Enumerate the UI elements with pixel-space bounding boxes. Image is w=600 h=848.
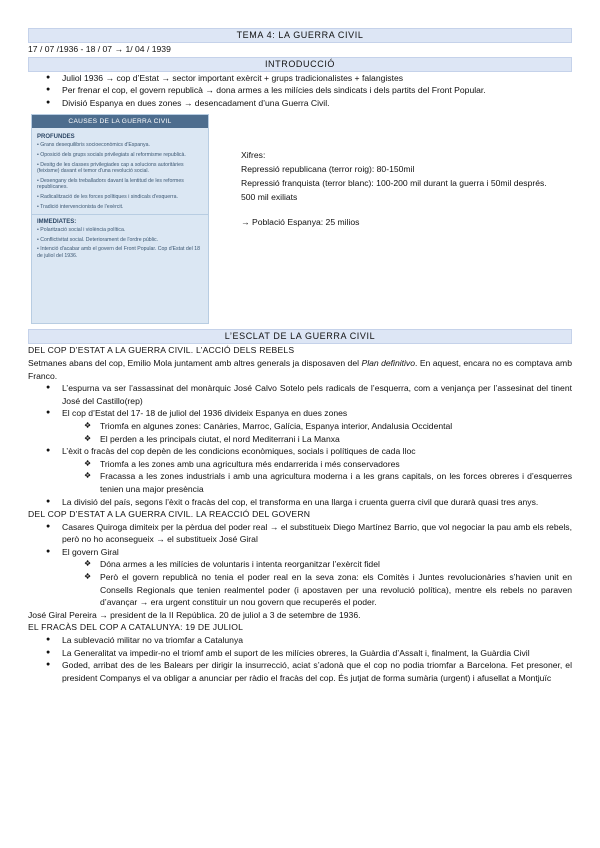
section-heading-introduccio: INTRODUCCIÓ	[28, 57, 572, 72]
cause-item: • Radicalització de les forces polítiques i sindicals d'esquerra.	[37, 193, 178, 200]
causes-title: CAUSES DE LA GUERRA CIVIL	[32, 115, 208, 128]
list-item: ● La divisió del país, segons l’èxit o fracàs del cop, el transforma en una llarga i cruenta guerra civil que durarà quasi tres anys.	[28, 496, 572, 509]
cause-item: • Polarització social i violència política.	[37, 227, 126, 234]
causes-and-figures	[28, 114, 572, 324]
cause-item: • Desitg de les classes privilegiades cap a solucions autoritàries (feixisme) davant el temor d'una revolució social.	[37, 161, 184, 175]
page-title: TEMA 4: LA GUERRA CIVIL	[28, 28, 572, 43]
sub-list-item: ❖ Però el govern republicà no tenia el poder real en la seva zona: els Comitès i Juntes revolucionàries s’havien unit en Consells Regionals que tenien realmentel poder (i apostaven per una revolució política), mentre els rebels no paraven d’avançar → era urgent constituir un nou govern que recuperés el poder.	[28, 571, 572, 609]
list-item: ● Juliol 1936 → cop d’Estat → sector important exèrcit + grups tradicionalistes + falangistes	[28, 72, 572, 85]
subheading-catalunya: EL FRACÀS DEL COP A CATALUNYA: 19 DE JULIOL	[28, 622, 244, 633]
date-range: 17 / 07 /1936 - 18 / 07 → 1/ 04 / 1939	[28, 44, 171, 54]
list-item: ● Divisió Espanya en dues zones → desencadament d’una Guerra Civil.	[28, 97, 572, 110]
causes-profundes-label: PROFUNDES	[37, 134, 75, 141]
list-item: ● El govern Giral	[28, 546, 572, 559]
section-heading-esclat: L’ESCLAT DE LA GUERRA CIVIL	[28, 329, 572, 344]
figures-label: Xifres:	[241, 150, 266, 161]
cause-item: • Desengany dels treballadors davant la lentitud de les reformes republicanes.	[37, 177, 184, 191]
causes-infographic	[31, 114, 209, 324]
paragraph-mola	[28, 357, 572, 382]
catalunya-list	[28, 634, 572, 684]
sub-list-item: ❖ El perden a les principals ciutat, el nord Mediterrani i La Manxa	[28, 433, 572, 446]
list-item: ● La sublevació militar no va triomfar a Catalunya	[28, 634, 572, 647]
list-item: ● L’espurna va ser l’assassinat del monàrquic José Calvo Sotelo pels radicals de l’esquerra, com a venjança per l’assesinat del tinent José del Castillo(rep)	[28, 382, 572, 407]
rebels-list	[28, 382, 572, 508]
sub-list-item: ❖ Triomfa en algunes zones: Canàries, Marroc, Galícia, Espanya interior, Andalusia Occidental	[28, 420, 572, 433]
cause-item: • Intenció d'acabar amb el govern del Front Popular. Cop d'Estat del 18 de juliol del 1936.	[37, 246, 200, 259]
paragraph-text: Setmanes abans del cop, Emilio Mola juntament amb altres generals ja disposaven del	[28, 357, 362, 368]
paragraph-text: . En aquest, encara no es comptava amb Franco.	[28, 357, 572, 381]
causes-immediates-label: IMMEDIATES:	[37, 219, 77, 226]
sub-list-item: ❖ Dóna armes a les milícies de voluntaris i intenta reorganitzar l’exèrcit fidel	[28, 558, 572, 571]
exiliats: 500 mil exiliats	[241, 192, 298, 203]
repressio-franquista: Repressió franquista (terror blanc): 100-200 mil durant la guerra i 50mil després.	[241, 178, 547, 189]
figures-block	[241, 148, 571, 324]
subheading-govern: DEL COP D’ESTAT A LA GUERRA CIVIL. LA REACCIÓ DEL GOVERN	[28, 509, 311, 520]
list-item: ● Per frenar el cop, el govern republicà → dona armes a les milícies dels sindicats i dels partits del Front Popular.	[28, 84, 572, 97]
list-item: ● Casares Quiroga dimiteix per la pèrdua del poder real → el substitueix Diego Martínez Barrio, que vol negociar la pau amb els rebels, però no ho aconsegueix → el substitueix José Giral	[28, 521, 572, 546]
intro-list	[28, 72, 572, 110]
list-item: ● L’èxit o fracàs del cop depèn de les condicions econòmiques, socials i polítiques de cada lloc	[28, 445, 572, 458]
cause-item: • Conflictivitat social. Deteriorament de l'ordre públic.	[37, 236, 159, 243]
cause-item: • Oposició dels grups socials privilegiats al reformisme republicà.	[37, 151, 186, 158]
document-page	[28, 28, 572, 684]
subheading-rebels: DEL COP D’ESTAT A LA GUERRA CIVIL. L’ACCIÓ DELS REBELS	[28, 345, 295, 356]
cause-item: • Grans desequilibris socioeconòmics d'Espanya.	[37, 142, 150, 149]
giral-line: José Giral Pereira → president de la II República. 20 de juliol a 3 de setembre de 1936.	[28, 609, 361, 620]
list-item: ● La Generalitat va impedir-no el triomf amb el suport de les milícies obreres, la Guàrdia d’Assalt i, finalment, la Guàrdia Civil	[28, 647, 572, 660]
cause-item: • Tradició intervencionista de l'exèrcit.	[37, 203, 124, 210]
divider	[32, 214, 208, 215]
repressio-republicana: Repressió republicana (terror roig): 80-150mil	[241, 164, 415, 175]
plan-definitivo: Plan definitivo	[361, 357, 416, 368]
govern-list	[28, 521, 572, 609]
poblacio: → Població Espanya: 25 milios	[241, 217, 360, 228]
sub-list-item: ❖ Triomfa a les zones amb una agricultura més endarrerida i més conservadores	[28, 458, 572, 471]
list-item: ● El cop d’Estat del 17- 18 de juliol del 1936 divideix Espanya en dues zones	[28, 407, 572, 420]
sub-list-item: ❖ Fracassa a les zones industrials i amb una agricultura moderna i a les grans capitals, on les forces obreres i d’esquerres tenien una major presència	[28, 470, 572, 495]
list-item: ● Goded, arribat des de les Balears per dirigir la insurrecció, aciat s’adonà que el cop no podia triomfar a Barcelona. Fet presoner, el president Companys el va obligar a anunciar per ràdio el fracàs del cop. És jutjat de forma sumària (urgent) i afusellat a Montjuïc	[28, 659, 572, 684]
